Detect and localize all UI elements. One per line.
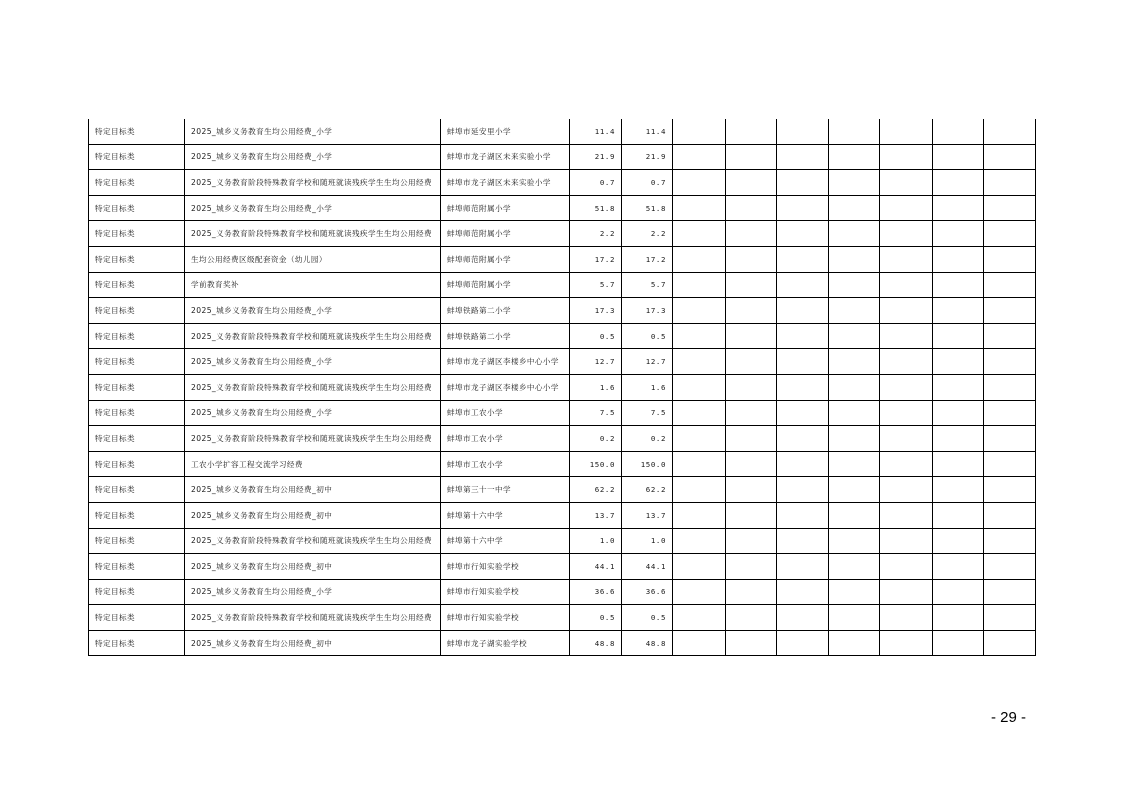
empty-cell <box>726 119 777 144</box>
empty-cell <box>829 323 880 349</box>
empty-cell <box>984 221 1036 247</box>
empty-cell <box>726 349 777 375</box>
amount-cell: 150.0 <box>570 451 622 477</box>
table-row <box>89 144 1036 170</box>
category-cell: 特定目标类 <box>89 246 185 272</box>
category-cell: 特定目标类 <box>89 528 185 554</box>
unit-name-cell: 蚌埠市龙子湖区李楼乡中心小学 <box>441 349 570 375</box>
empty-cell <box>933 323 984 349</box>
empty-cell <box>777 246 829 272</box>
empty-cell <box>829 630 880 656</box>
unit-name-cell: 蚌埠市行知实验学校 <box>441 554 570 580</box>
empty-cell <box>726 272 777 298</box>
table-row <box>89 246 1036 272</box>
empty-cell <box>880 554 933 580</box>
empty-cell <box>880 170 933 196</box>
table-row <box>89 502 1036 528</box>
empty-cell <box>829 272 880 298</box>
empty-cell <box>829 502 880 528</box>
empty-cell <box>829 579 880 605</box>
amount-cell: 13.7 <box>570 502 622 528</box>
amount-cell: 21.9 <box>570 144 622 170</box>
amount-cell: 1.0 <box>570 528 622 554</box>
empty-cell <box>880 272 933 298</box>
empty-cell <box>726 195 777 221</box>
empty-cell <box>777 195 829 221</box>
amount-cell: 0.5 <box>622 323 673 349</box>
unit-name-cell: 蚌埠师范附属小学 <box>441 272 570 298</box>
unit-name-cell: 蚌埠师范附属小学 <box>441 221 570 247</box>
amount-cell: 7.5 <box>570 400 622 426</box>
amount-cell: 0.2 <box>622 426 673 452</box>
table-row <box>89 554 1036 580</box>
empty-cell <box>673 246 726 272</box>
empty-cell <box>726 528 777 554</box>
category-cell: 特定目标类 <box>89 605 185 631</box>
empty-cell <box>673 502 726 528</box>
empty-cell <box>984 579 1036 605</box>
empty-cell <box>933 426 984 452</box>
empty-cell <box>777 374 829 400</box>
empty-cell <box>777 221 829 247</box>
unit-name-cell: 蚌埠市行知实验学校 <box>441 579 570 605</box>
category-cell: 特定目标类 <box>89 170 185 196</box>
empty-cell <box>933 298 984 324</box>
amount-cell: 0.7 <box>622 170 673 196</box>
project-name-cell: 2025_城乡义务教育生均公用经费_初中 <box>185 554 441 580</box>
empty-cell <box>933 630 984 656</box>
empty-cell <box>933 579 984 605</box>
empty-cell <box>880 298 933 324</box>
amount-cell: 51.8 <box>570 195 622 221</box>
empty-cell <box>984 528 1036 554</box>
empty-cell <box>933 246 984 272</box>
amount-cell: 11.4 <box>570 119 622 144</box>
category-cell: 特定目标类 <box>89 374 185 400</box>
empty-cell <box>933 554 984 580</box>
empty-cell <box>726 477 777 503</box>
project-name-cell: 2025_义务教育阶段特殊教育学校和随班就读残疾学生生均公用经费 <box>185 221 441 247</box>
category-cell: 特定目标类 <box>89 579 185 605</box>
empty-cell <box>933 477 984 503</box>
project-name-cell: 2025_义务教育阶段特殊教育学校和随班就读残疾学生生均公用经费 <box>185 605 441 631</box>
empty-cell <box>880 400 933 426</box>
unit-name-cell: 蚌埠铁路第二小学 <box>441 323 570 349</box>
empty-cell <box>673 400 726 426</box>
amount-cell: 2.2 <box>570 221 622 247</box>
empty-cell <box>726 451 777 477</box>
empty-cell <box>673 554 726 580</box>
category-cell: 特定目标类 <box>89 554 185 580</box>
amount-cell: 17.2 <box>570 246 622 272</box>
empty-cell <box>673 349 726 375</box>
empty-cell <box>726 605 777 631</box>
empty-cell <box>777 554 829 580</box>
unit-name-cell: 蚌埠第十六中学 <box>441 528 570 554</box>
table-row <box>89 528 1036 554</box>
project-name-cell: 2025_城乡义务教育生均公用经费_初中 <box>185 630 441 656</box>
category-cell: 特定目标类 <box>89 502 185 528</box>
amount-cell: 36.6 <box>622 579 673 605</box>
empty-cell <box>726 170 777 196</box>
empty-cell <box>673 298 726 324</box>
empty-cell <box>984 400 1036 426</box>
project-name-cell: 2025_城乡义务教育生均公用经费_小学 <box>185 195 441 221</box>
project-name-cell: 2025_城乡义务教育生均公用经费_小学 <box>185 579 441 605</box>
amount-cell: 44.1 <box>622 554 673 580</box>
empty-cell <box>726 400 777 426</box>
empty-cell <box>880 605 933 631</box>
empty-cell <box>880 221 933 247</box>
empty-cell <box>984 374 1036 400</box>
amount-cell: 1.6 <box>622 374 673 400</box>
empty-cell <box>673 426 726 452</box>
empty-cell <box>984 426 1036 452</box>
empty-cell <box>829 298 880 324</box>
empty-cell <box>829 400 880 426</box>
amount-cell: 36.6 <box>570 579 622 605</box>
amount-cell: 62.2 <box>570 477 622 503</box>
empty-cell <box>726 246 777 272</box>
unit-name-cell: 蚌埠师范附属小学 <box>441 246 570 272</box>
empty-cell <box>829 374 880 400</box>
amount-cell: 1.0 <box>622 528 673 554</box>
page-number: - 29 - <box>990 709 1026 726</box>
empty-cell <box>777 144 829 170</box>
project-name-cell: 2025_城乡义务教育生均公用经费_小学 <box>185 298 441 324</box>
project-name-cell: 2025_城乡义务教育生均公用经费_小学 <box>185 144 441 170</box>
empty-cell <box>673 477 726 503</box>
empty-cell <box>880 477 933 503</box>
table-row <box>89 451 1036 477</box>
unit-name-cell: 蚌埠市龙子湖区未来实验小学 <box>441 144 570 170</box>
table-row <box>89 477 1036 503</box>
amount-cell: 0.5 <box>570 323 622 349</box>
empty-cell <box>726 374 777 400</box>
empty-cell <box>933 374 984 400</box>
empty-cell <box>829 605 880 631</box>
empty-cell <box>829 221 880 247</box>
empty-cell <box>933 170 984 196</box>
empty-cell <box>726 630 777 656</box>
project-name-cell: 学前教育奖补 <box>185 272 441 298</box>
empty-cell <box>829 349 880 375</box>
project-name-cell: 2025_城乡义务教育生均公用经费_初中 <box>185 477 441 503</box>
empty-cell <box>673 272 726 298</box>
unit-name-cell: 蚌埠市龙子湖区未来实验小学 <box>441 170 570 196</box>
amount-cell: 0.5 <box>622 605 673 631</box>
empty-cell <box>777 630 829 656</box>
table-row <box>89 630 1036 656</box>
empty-cell <box>829 528 880 554</box>
amount-cell: 5.7 <box>622 272 673 298</box>
table-row <box>89 272 1036 298</box>
category-cell: 特定目标类 <box>89 298 185 324</box>
unit-name-cell: 蚌埠第三十一中学 <box>441 477 570 503</box>
table-row <box>89 323 1036 349</box>
category-cell: 特定目标类 <box>89 119 185 144</box>
table-row <box>89 170 1036 196</box>
unit-name-cell: 蚌埠第十六中学 <box>441 502 570 528</box>
empty-cell <box>777 400 829 426</box>
empty-cell <box>933 119 984 144</box>
empty-cell <box>726 144 777 170</box>
empty-cell <box>829 451 880 477</box>
amount-cell: 51.8 <box>622 195 673 221</box>
empty-cell <box>829 554 880 580</box>
empty-cell <box>880 323 933 349</box>
amount-cell: 17.3 <box>622 298 673 324</box>
empty-cell <box>984 119 1036 144</box>
category-cell: 特定目标类 <box>89 630 185 656</box>
empty-cell <box>777 272 829 298</box>
empty-cell <box>984 323 1036 349</box>
empty-cell <box>726 298 777 324</box>
empty-cell <box>726 502 777 528</box>
empty-cell <box>673 170 726 196</box>
category-cell: 特定目标类 <box>89 451 185 477</box>
empty-cell <box>984 246 1036 272</box>
unit-name-cell: 蚌埠市工农小学 <box>441 451 570 477</box>
amount-cell: 48.8 <box>622 630 673 656</box>
table-row <box>89 349 1036 375</box>
empty-cell <box>933 605 984 631</box>
empty-cell <box>777 451 829 477</box>
amount-cell: 44.1 <box>570 554 622 580</box>
category-cell: 特定目标类 <box>89 144 185 170</box>
empty-cell <box>984 477 1036 503</box>
category-cell: 特定目标类 <box>89 477 185 503</box>
amount-cell: 0.7 <box>570 170 622 196</box>
empty-cell <box>673 605 726 631</box>
empty-cell <box>726 579 777 605</box>
empty-cell <box>880 451 933 477</box>
empty-cell <box>726 426 777 452</box>
table-row <box>89 195 1036 221</box>
empty-cell <box>933 195 984 221</box>
amount-cell: 62.2 <box>622 477 673 503</box>
category-cell: 特定目标类 <box>89 221 185 247</box>
empty-cell <box>777 477 829 503</box>
empty-cell <box>984 349 1036 375</box>
category-cell: 特定目标类 <box>89 323 185 349</box>
project-name-cell: 工农小学扩容工程交流学习经费 <box>185 451 441 477</box>
table-row <box>89 374 1036 400</box>
empty-cell <box>673 451 726 477</box>
unit-name-cell: 蚌埠市工农小学 <box>441 400 570 426</box>
table-row <box>89 221 1036 247</box>
empty-cell <box>673 195 726 221</box>
empty-cell <box>673 323 726 349</box>
category-cell: 特定目标类 <box>89 426 185 452</box>
table-row <box>89 605 1036 631</box>
unit-name-cell: 蚌埠市延安里小学 <box>441 119 570 144</box>
amount-cell: 0.2 <box>570 426 622 452</box>
amount-cell: 11.4 <box>622 119 673 144</box>
project-name-cell: 2025_城乡义务教育生均公用经费_小学 <box>185 349 441 375</box>
amount-cell: 1.6 <box>570 374 622 400</box>
empty-cell <box>880 119 933 144</box>
empty-cell <box>777 349 829 375</box>
amount-cell: 17.2 <box>622 246 673 272</box>
empty-cell <box>880 630 933 656</box>
unit-name-cell: 蚌埠市龙子湖区李楼乡中心小学 <box>441 374 570 400</box>
budget-table <box>88 119 1036 656</box>
empty-cell <box>933 451 984 477</box>
empty-cell <box>829 246 880 272</box>
empty-cell <box>777 528 829 554</box>
category-cell: 特定目标类 <box>89 272 185 298</box>
empty-cell <box>933 502 984 528</box>
empty-cell <box>984 502 1036 528</box>
empty-cell <box>880 144 933 170</box>
empty-cell <box>880 349 933 375</box>
unit-name-cell: 蚌埠市行知实验学校 <box>441 605 570 631</box>
empty-cell <box>726 323 777 349</box>
empty-cell <box>933 144 984 170</box>
empty-cell <box>673 374 726 400</box>
empty-cell <box>829 195 880 221</box>
table-row <box>89 119 1036 144</box>
empty-cell <box>673 119 726 144</box>
project-name-cell: 2025_义务教育阶段特殊教育学校和随班就读残疾学生生均公用经费 <box>185 323 441 349</box>
empty-cell <box>777 502 829 528</box>
unit-name-cell: 蚌埠市龙子湖实验学校 <box>441 630 570 656</box>
category-cell: 特定目标类 <box>89 400 185 426</box>
category-cell: 特定目标类 <box>89 349 185 375</box>
empty-cell <box>880 528 933 554</box>
empty-cell <box>933 272 984 298</box>
unit-name-cell: 蚌埠市工农小学 <box>441 426 570 452</box>
empty-cell <box>933 221 984 247</box>
empty-cell <box>984 170 1036 196</box>
empty-cell <box>777 170 829 196</box>
amount-cell: 17.3 <box>570 298 622 324</box>
empty-cell <box>777 119 829 144</box>
empty-cell <box>829 477 880 503</box>
empty-cell <box>984 195 1036 221</box>
empty-cell <box>777 426 829 452</box>
amount-cell: 13.7 <box>622 502 673 528</box>
amount-cell: 12.7 <box>570 349 622 375</box>
empty-cell <box>984 272 1036 298</box>
empty-cell <box>933 400 984 426</box>
empty-cell <box>673 221 726 247</box>
empty-cell <box>984 630 1036 656</box>
empty-cell <box>880 195 933 221</box>
empty-cell <box>880 426 933 452</box>
empty-cell <box>933 349 984 375</box>
unit-name-cell: 蚌埠师范附属小学 <box>441 195 570 221</box>
table-row <box>89 298 1036 324</box>
project-name-cell: 2025_义务教育阶段特殊教育学校和随班就读残疾学生生均公用经费 <box>185 374 441 400</box>
empty-cell <box>777 605 829 631</box>
empty-cell <box>673 579 726 605</box>
amount-cell: 5.7 <box>570 272 622 298</box>
empty-cell <box>726 221 777 247</box>
empty-cell <box>880 374 933 400</box>
table-row <box>89 579 1036 605</box>
table-row <box>89 426 1036 452</box>
project-name-cell: 2025_义务教育阶段特殊教育学校和随班就读残疾学生生均公用经费 <box>185 528 441 554</box>
empty-cell <box>829 144 880 170</box>
empty-cell <box>829 170 880 196</box>
empty-cell <box>673 144 726 170</box>
empty-cell <box>984 298 1036 324</box>
amount-cell: 150.0 <box>622 451 673 477</box>
project-name-cell: 生均公用经费区级配套资金（幼儿园） <box>185 246 441 272</box>
empty-cell <box>829 119 880 144</box>
empty-cell <box>880 246 933 272</box>
empty-cell <box>777 323 829 349</box>
empty-cell <box>984 554 1036 580</box>
unit-name-cell: 蚌埠铁路第二小学 <box>441 298 570 324</box>
project-name-cell: 2025_城乡义务教育生均公用经费_初中 <box>185 502 441 528</box>
empty-cell <box>777 579 829 605</box>
amount-cell: 12.7 <box>622 349 673 375</box>
empty-cell <box>673 630 726 656</box>
table-body <box>89 119 1036 656</box>
empty-cell <box>933 528 984 554</box>
empty-cell <box>777 298 829 324</box>
amount-cell: 0.5 <box>570 605 622 631</box>
table-row <box>89 400 1036 426</box>
project-name-cell: 2025_义务教育阶段特殊教育学校和随班就读残疾学生生均公用经费 <box>185 426 441 452</box>
empty-cell <box>984 451 1036 477</box>
amount-cell: 48.8 <box>570 630 622 656</box>
empty-cell <box>880 579 933 605</box>
category-cell: 特定目标类 <box>89 195 185 221</box>
project-name-cell: 2025_城乡义务教育生均公用经费_小学 <box>185 400 441 426</box>
amount-cell: 7.5 <box>622 400 673 426</box>
project-name-cell: 2025_城乡义务教育生均公用经费_小学 <box>185 119 441 144</box>
empty-cell <box>984 605 1036 631</box>
amount-cell: 21.9 <box>622 144 673 170</box>
empty-cell <box>673 528 726 554</box>
empty-cell <box>880 502 933 528</box>
amount-cell: 2.2 <box>622 221 673 247</box>
empty-cell <box>726 554 777 580</box>
project-name-cell: 2025_义务教育阶段特殊教育学校和随班就读残疾学生生均公用经费 <box>185 170 441 196</box>
empty-cell <box>984 144 1036 170</box>
empty-cell <box>829 426 880 452</box>
